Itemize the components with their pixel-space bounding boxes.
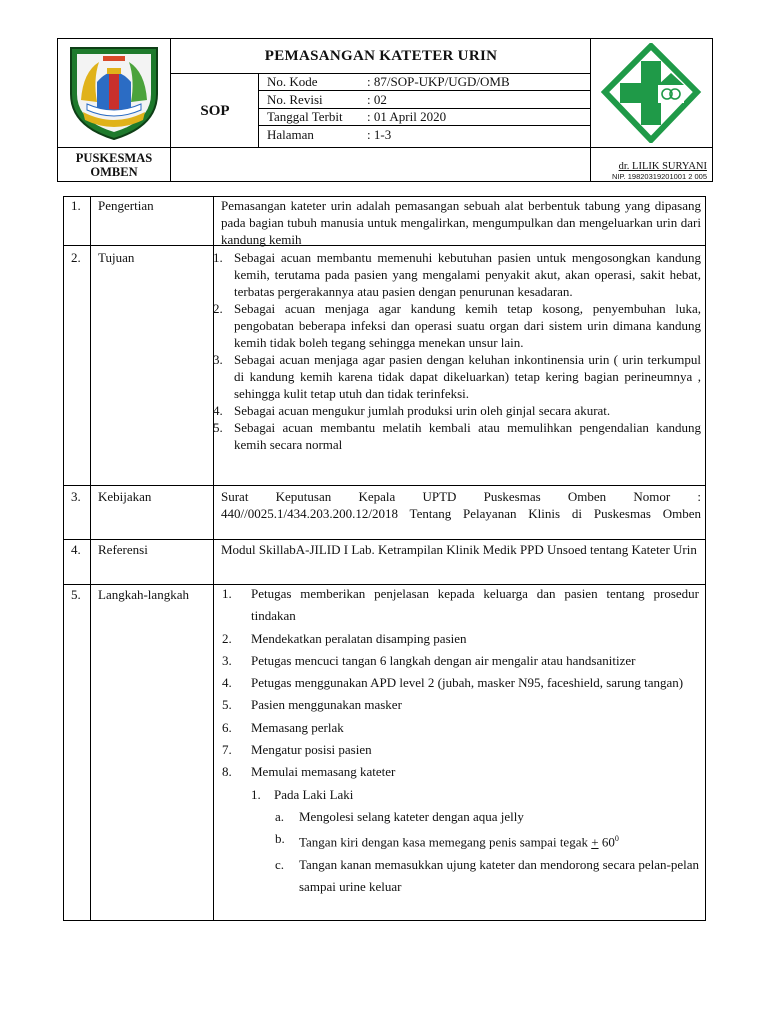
step-item: 4. Petugas menggunakan APD level 2 (jubah, masker N95, faceshield, sarung tangan) [222, 675, 684, 691]
row-number: 4. [71, 542, 81, 557]
meta-key: No. Kode [267, 74, 318, 89]
row-number: 2. [71, 250, 81, 265]
meta-row-kode [259, 74, 591, 90]
sub-step-item: a. Mengolesi selang kateter dengan aqua jelly [275, 808, 524, 824]
meta-key: Halaman [267, 127, 314, 142]
step-item: 1. Petugas memberikan penjelasan kepada keluarga dan pasien tentang prosedur tindakan [222, 586, 699, 624]
row-label: Pengertian [98, 198, 154, 213]
row-number: 5. [71, 587, 81, 602]
step-item: 8. Memulai memasang kateter [222, 764, 396, 780]
row-label: Tujuan [98, 250, 135, 265]
row-label: Referensi [98, 542, 148, 557]
signer-block [591, 148, 713, 182]
step-item: 6. Memasang perlak [222, 719, 344, 735]
row-label: Langkah-langkah [98, 587, 189, 602]
kebijakan-text: Surat Keputusan Kepala UPTD Puskesmas Omben Nomor : 440//0025.1/434.203.200.12/2018 Tentang Pelayanan Klinis di Puskesmas Omben [221, 489, 701, 521]
document-title: PEMASANGAN KATETER URIN [264, 47, 498, 64]
meta-key: No. Revisi [267, 92, 323, 107]
org-line-1: PUSKESMAS [75, 151, 153, 165]
meta-value: : 02 [367, 92, 387, 107]
row-number: 1. [71, 198, 81, 213]
step-item: 7. Mengatur posisi pasien [222, 742, 372, 758]
organization-name [57, 148, 171, 182]
puskesmas-logo-icon [600, 43, 702, 143]
sop-content-table [63, 196, 706, 921]
meta-value: : 1-3 [367, 127, 392, 142]
list-item: 3. Sebagai acuan menjaga agar pasien dengan keluhan inkontinensia urin ( urin terkumpul di kandung kemih karena tidak dapat dikeluarkan) tetap kering bagian perineumnya , sehingga kulit tetap utuh dan tidak terinfeksi. [213, 352, 701, 401]
meta-value: : 01 April 2020 [367, 109, 447, 124]
step-item: 2. Mendekatkan peralatan disamping pasien [222, 630, 467, 646]
meta-row-revisi [259, 92, 591, 108]
signer-nip: NIP. 19820319201001 2 005 [612, 172, 707, 181]
meta-key: Tanggal Terbit [267, 109, 343, 124]
list-item: 5. Sebagai acuan membantu melatih kembali atau memulihkan pengendalian kandung kemih secara normal [213, 420, 701, 452]
sop-header [57, 38, 713, 182]
list-item: 2. Sebagai acuan menjaga agar kandung kemih tetap kosong, penyembuhan luka, pengobatan beberapa infeksi dan operasi suatu organ dari sistem urin dimana kandung kemih tidak boleh tegang sehingga menekan unsur lain. [213, 301, 701, 350]
sop-label: SOP [200, 102, 230, 119]
list-item: 1. Sebagai acuan membantu memenuhi kebutuhan pasien untuk mengosongkan kandung kemih, terutama pada pasien yang mengalami penyakit akut, akan operasi, sakit hebat, terbatas pergerakannya atau pasien dengan penurunan kesadaran. [213, 250, 701, 299]
plus-minus-sign: + [591, 834, 599, 850]
signer-name: dr. LILIK SURYANI [618, 161, 707, 172]
row-number: 3. [71, 489, 81, 504]
sub-heading-laki-laki: 1. Pada Laki Laki [251, 786, 354, 802]
pengertian-text: Pemasangan kateter urin adalah pemasangan sebuah alat berbentuk tabung yang dipasang pada bagian tubuh manusia untuk mengalirkan, mengumpulkan dan mengeluarkan urin dari kandung kemih [221, 198, 701, 247]
tujuan-list [213, 249, 701, 453]
referensi-text: Modul SkillabA-JILID I Lab. Ketrampilan Klinik Medik PPD Unsoed tentang Kateter Urin [221, 542, 697, 557]
row-label: Kebijakan [98, 489, 152, 504]
meta-row-tanggal [259, 109, 591, 125]
sub-step-item: b. Tangan kiri dengan kasa memegang penis sampai tegak + $60^0$ [275, 831, 619, 850]
sub-step-item: c. Tangan kanan memasukkan ujung kateter dan mendorong secara pelan-pelan sampai urine keluar [275, 856, 699, 895]
step-item: 3. Petugas mencuci tangan 6 langkah dengan air mengalir atau handsanitizer [222, 652, 636, 668]
step-item: 5. Pasien menggunakan masker [222, 697, 402, 713]
meta-row-halaman [259, 127, 591, 143]
regency-emblem-icon [63, 42, 165, 142]
langkah-list [222, 583, 699, 898]
org-line-2: OMBEN [90, 165, 138, 179]
list-item: 4. Sebagai acuan mengukur jumlah produksi urin oleh ginjal secara akurat. [213, 403, 611, 418]
meta-value: : 87/SOP-UKP/UGD/OMB [367, 74, 510, 89]
